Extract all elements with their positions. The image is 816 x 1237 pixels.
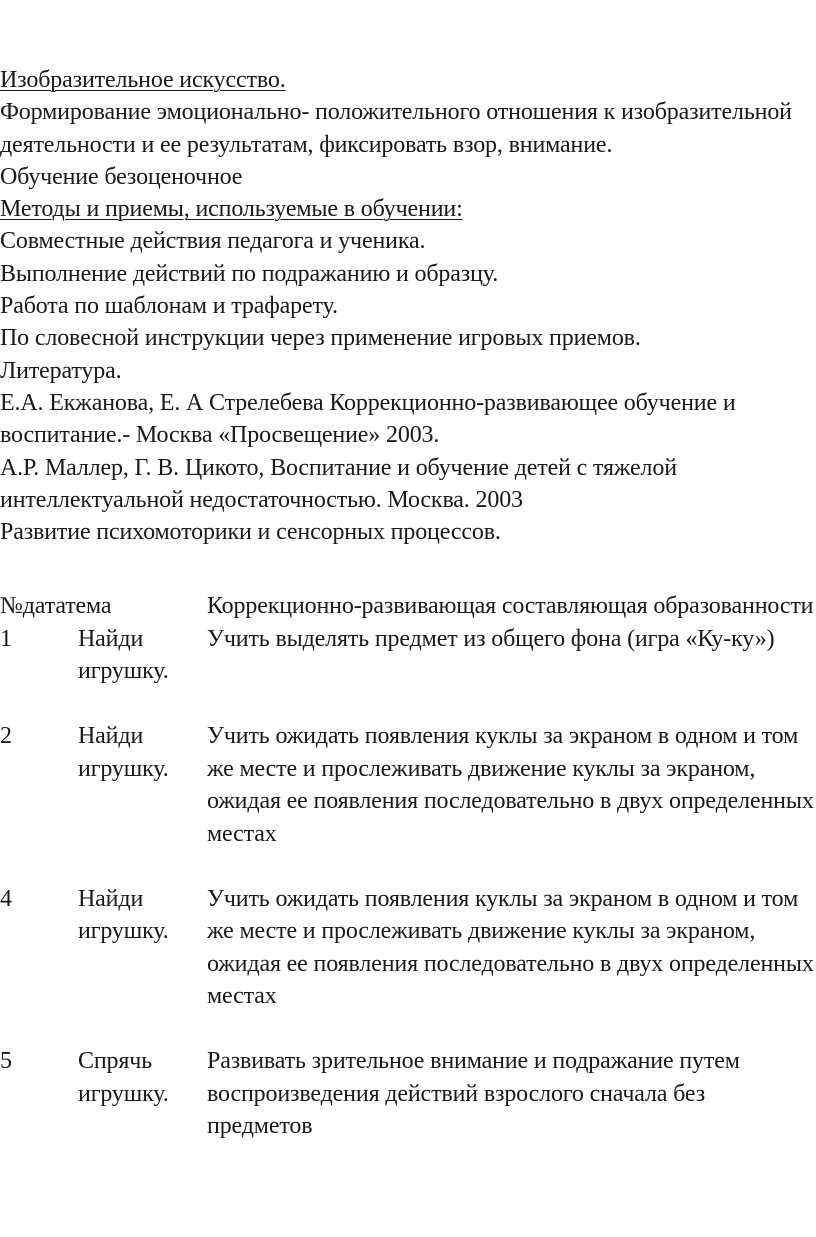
- row-topic: Найди игрушку.: [78, 625, 169, 684]
- lesson-table: [0, 590, 816, 1175]
- assessment-line: Обучение безоценочное: [0, 163, 243, 190]
- row-topic: Спрячь игрушку.: [78, 1048, 169, 1107]
- row-goal: Учить ожидать появления куклы за экраном в одном и том же месте и прослеживать движение куклы за экраном, ожидая ее появления последовательно в двух определенных местах: [207, 885, 814, 1009]
- table-row: [0, 720, 816, 883]
- row-num: 1: [0, 625, 12, 652]
- table-row: [0, 883, 816, 1046]
- literature-item: А.Р. Маллер, Г. В. Цикото, Воспитание и обучение детей с тяжелой интеллектуальной недостаточностью. Москва. 2003: [0, 454, 677, 513]
- header-goal: Коррекционно-развивающая составляющая образованности: [207, 593, 814, 619]
- row-num: 5: [0, 1048, 12, 1074]
- subject-heading: Изобразительное искусство.: [0, 67, 286, 93]
- row-goal: Развивать зрительное внимание и подражание путем воспроизведения действий взрослого сначала без предметов: [207, 1048, 740, 1139]
- header-topic: тема: [65, 593, 112, 619]
- table-row: [0, 1045, 816, 1175]
- header-num: №: [0, 593, 23, 619]
- table-header-row: [0, 590, 816, 623]
- table-row: [0, 623, 816, 721]
- section-heading: Развитие психомоторики и сенсорных процессов.: [0, 519, 501, 546]
- row-goal: Учить ожидать появления куклы за экраном в одном и том же месте и прослеживать движение куклы за экраном, ожидая ее появления последовательно в двух определенных местах: [207, 723, 814, 847]
- method-item: Работа по шаблонам и трафарету.: [0, 293, 338, 320]
- method-item: Совместные действия педагога и ученика.: [0, 228, 426, 255]
- row-topic: Найди игрушку.: [78, 885, 169, 944]
- literature-heading: Литература.: [0, 357, 122, 384]
- row-topic: Найди игрушку.: [78, 723, 169, 782]
- methods-heading: Методы и приемы, используемые в обучении:: [0, 196, 463, 223]
- goal-paragraph: Формирование эмоционально- положительного отношения к изобразительной деятельности и ее результатам, фиксировать взор, внимание.: [0, 99, 792, 158]
- row-num: 4: [0, 885, 12, 912]
- row-goal: Учить выделять предмет из общего фона (игра «Ку-ку»): [207, 625, 775, 652]
- literature-item: Е.А. Екжанова, Е. А Стрелебева Коррекционно-развивающее обучение и воспитание.- Москва «Просвещение» 2003.: [0, 389, 736, 449]
- document-text: [0, 64, 816, 548]
- header-num-date-topic: [0, 590, 207, 623]
- method-item: По словесной инструкции через применение игровых приемов.: [0, 325, 641, 352]
- method-item: Выполнение действий по подражанию и образцу.: [0, 260, 499, 287]
- row-num: 2: [0, 723, 12, 749]
- header-date: дата: [22, 593, 66, 619]
